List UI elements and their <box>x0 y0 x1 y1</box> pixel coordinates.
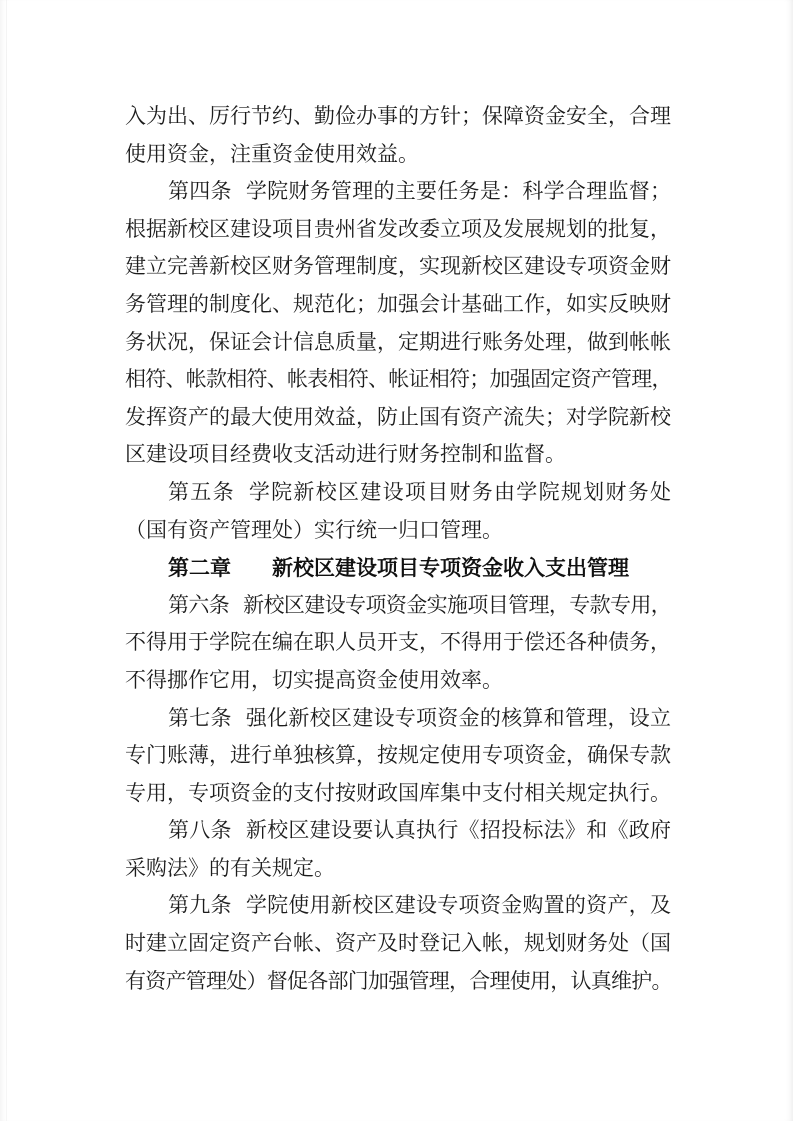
article-text: 学院新校区建设项目财务由学院规划财务处 <box>248 479 672 504</box>
article-label: 第四条 <box>168 179 232 204</box>
article-5-first-line <box>125 474 671 512</box>
article-6-first-line <box>125 587 671 625</box>
article-9-line: 有资产管理处）督促各部门加强管理，合理使用，认真维护。 <box>125 968 672 993</box>
article-4-first-line <box>125 173 671 211</box>
scan-edge-mark <box>6 0 7 1121</box>
article-7-line: 专门账薄，进行单独核算，按规定使用专项资金，确保专款 <box>125 743 671 768</box>
article-8-first-line <box>125 812 671 850</box>
article-9-line: 时建立固定资产台帐、资产及时登记入帐，规划财务处（国 <box>125 931 671 956</box>
article-4-line: 务管理的制度化、规范化；加强会计基础工作，如实反映财 <box>125 291 671 316</box>
article-label: 第五条 <box>168 479 235 504</box>
opening-line: 使用资金，注重资金使用效益。 <box>125 141 419 166</box>
article-label: 第八条 <box>168 818 232 843</box>
article-4-line: 相符、帐款相符、帐表相符、帐证相符；加强固定资产管理， <box>125 367 672 392</box>
chapter-title: 新校区建设项目专项资金收入支出管理 <box>272 555 629 581</box>
article-label: 第六条 <box>168 592 230 617</box>
chapter-number: 第二章 <box>168 555 231 581</box>
article-6-line: 不得挪作它用，切实提高资金使用效率。 <box>125 667 503 692</box>
article-4-line: 区建设项目经费收支活动进行财务控制和监督。 <box>125 442 566 467</box>
article-4-line: 务状况，保证会计信息质量，定期进行账务处理，做到帐帐 <box>125 329 671 354</box>
article-7-first-line <box>125 700 671 738</box>
article-text: 强化新校区建设专项资金的核算和管理，设立 <box>245 705 672 730</box>
article-text: 学院使用新校区建设专项资金购置的资产，及 <box>245 893 672 918</box>
article-4-line: 建立完善新校区财务管理制度，实现新校区建设专项资金财 <box>125 254 671 279</box>
article-4-line: 根据新校区建设项目贵州省发改委立项及发展规划的批复， <box>125 216 671 241</box>
article-8-line: 采购法》的有关规定。 <box>125 855 335 880</box>
document-body <box>125 98 671 1000</box>
article-9-first-line <box>125 887 671 925</box>
opening-line: 入为出、厉行节约、勤俭办事的方针；保障资金安全，合理 <box>125 104 671 128</box>
article-6-line: 不得用于学院在编在职人员开支，不得用于偿还各种债务， <box>125 630 671 655</box>
article-text: 新校区建设要认真执行《招投标法》和《政府 <box>245 818 672 843</box>
article-label: 第七条 <box>168 705 232 730</box>
article-7-line: 专用，专项资金的支付按财政国库集中支付相关规定执行。 <box>125 780 671 805</box>
article-label: 第九条 <box>168 893 232 918</box>
article-5-line: （国有资产管理处）实行统一归口管理。 <box>125 517 503 542</box>
article-text: 新校区建设专项资金实施项目管理，专款专用， <box>243 592 672 617</box>
chapter-heading <box>125 549 671 587</box>
article-4-line: 发挥资产的最大使用效益，防止国有资产流失；对学院新校 <box>125 404 671 429</box>
article-text: 学院财务管理的主要任务是：科学合理监督； <box>245 179 672 204</box>
